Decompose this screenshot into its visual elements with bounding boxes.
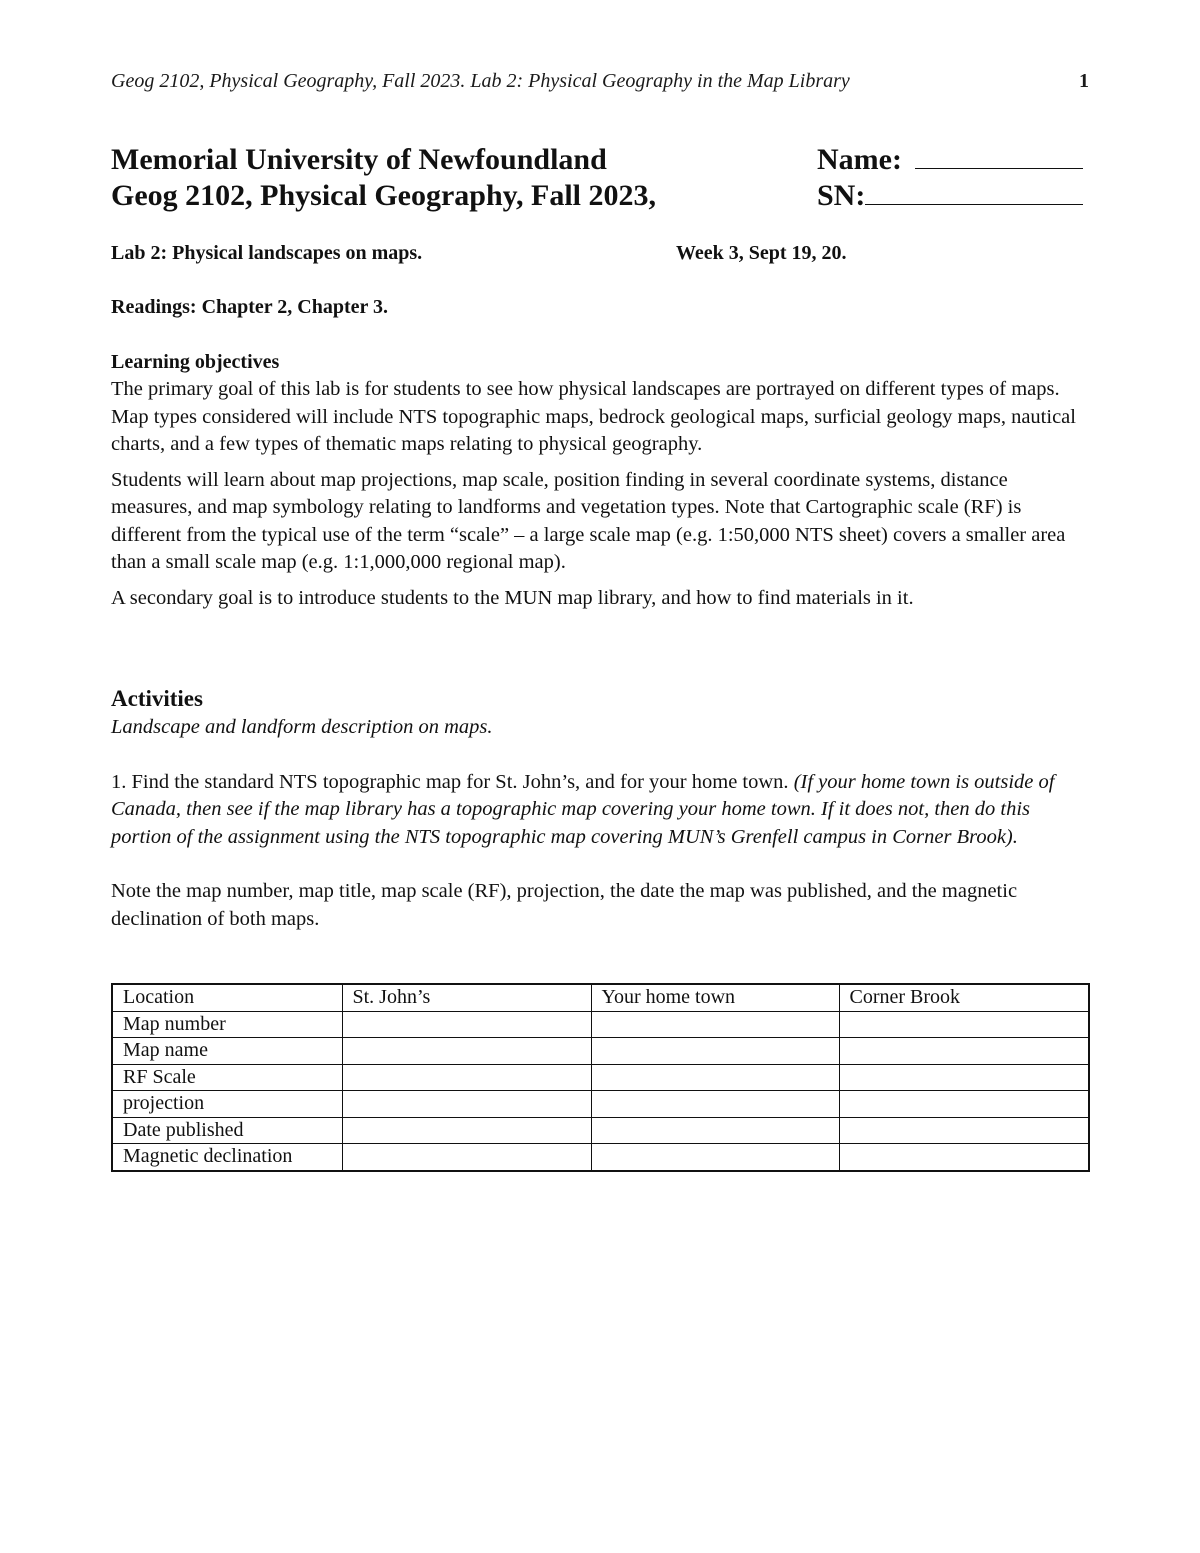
row-label: Date published bbox=[112, 1117, 342, 1144]
row-label: Map number bbox=[112, 1011, 342, 1038]
table-header-cell: Location bbox=[112, 984, 342, 1011]
table-cell[interactable] bbox=[591, 1011, 839, 1038]
table-header-cell: Your home town bbox=[591, 984, 839, 1011]
activity-item-1 bbox=[111, 769, 1086, 852]
name-label: Name: bbox=[817, 143, 902, 176]
lab-week: Week 3, Sept 19, 20. bbox=[676, 242, 847, 264]
table-row bbox=[112, 1011, 1089, 1038]
objectives-paragraph: The primary goal of this lab is for students to see how physical landscapes are portrayed on different types of maps. Map types considered will include NTS topographic maps, bedrock geological maps, surficial geology maps, nautical charts, and a few types of thematic maps relating to physical geography. bbox=[111, 378, 1076, 455]
running-header-title: Geog 2102, Physical Geography, Fall 2023. Lab 2: Physical Geography in the Map Library bbox=[111, 70, 850, 92]
map-info-table bbox=[111, 983, 1090, 1172]
title-block bbox=[111, 142, 1091, 214]
table-row bbox=[112, 1038, 1089, 1065]
table-cell[interactable] bbox=[342, 1117, 591, 1144]
activity-item-1-italic-note: (If your home town is outside of Canada, then see if the map library has a topographic map covering your home town. If it does not, then do this portion of the assignment using the NTS topographic map covering MUN’s Grenfell campus in Corner Brook). bbox=[111, 770, 1055, 848]
table-row bbox=[112, 1064, 1089, 1091]
table-row bbox=[112, 1091, 1089, 1118]
table-cell[interactable] bbox=[839, 1038, 1089, 1065]
table-row bbox=[112, 1117, 1089, 1144]
table-cell[interactable] bbox=[591, 1091, 839, 1118]
objectives-heading: Learning objectives bbox=[111, 351, 280, 373]
table-cell[interactable] bbox=[839, 1064, 1089, 1091]
table-cell[interactable] bbox=[591, 1117, 839, 1144]
name-blank-line[interactable] bbox=[915, 142, 1083, 169]
table-cell[interactable] bbox=[342, 1144, 591, 1171]
university-title: Memorial University of Newfoundland bbox=[111, 143, 607, 176]
row-label: Magnetic declination bbox=[112, 1144, 342, 1171]
table-header-row bbox=[112, 984, 1089, 1011]
row-label: Map name bbox=[112, 1038, 342, 1065]
activity-item-1-text: 1. Find the standard NTS topographic map for St. John’s, and for your home town. bbox=[111, 770, 794, 793]
page-number: 1 bbox=[1079, 70, 1089, 92]
table-cell[interactable] bbox=[839, 1011, 1089, 1038]
lab-info-row bbox=[111, 242, 1091, 265]
table-cell[interactable] bbox=[342, 1038, 591, 1065]
objectives-paragraph: Students will learn about map projections, map scale, position finding in several coordinate systems, distance measures, and map symbology relating to landforms and vegetation types. Note that Cartographic scale (RF) is different from the typical use of the term “scale” – a large scale map (e.g. 1:50,000 NTS sheet) covers a smaller area than a small scale map (e.g. 1:1,000,000 regional map). bbox=[111, 468, 1066, 573]
table-header-cell: Corner Brook bbox=[839, 984, 1089, 1011]
readings: Readings: Chapter 2, Chapter 3. bbox=[111, 296, 389, 318]
activities-heading: Activities bbox=[111, 686, 203, 711]
running-header bbox=[111, 70, 1091, 93]
table-header-cell: St. John’s bbox=[342, 984, 591, 1011]
row-label: projection bbox=[112, 1091, 342, 1118]
table-cell[interactable] bbox=[342, 1011, 591, 1038]
activities-section bbox=[111, 684, 1086, 960]
table-cell[interactable] bbox=[839, 1091, 1089, 1118]
row-label: RF Scale bbox=[112, 1064, 342, 1091]
activities-subheading: Landscape and landform description on maps. bbox=[111, 716, 493, 738]
table-row bbox=[112, 1144, 1089, 1171]
learning-objectives-section bbox=[111, 349, 1086, 620]
sn-label: SN: bbox=[817, 179, 866, 212]
table-cell[interactable] bbox=[839, 1144, 1089, 1171]
table-cell[interactable] bbox=[342, 1091, 591, 1118]
objectives-paragraph: A secondary goal is to introduce students to the MUN map library, and how to find materials in it. bbox=[111, 586, 914, 609]
lab-title: Lab 2: Physical landscapes on maps. bbox=[111, 242, 423, 264]
table-cell[interactable] bbox=[591, 1064, 839, 1091]
sn-blank-line[interactable] bbox=[865, 178, 1083, 205]
activity-note: Note the map number, map title, map scale (RF), projection, the date the map was published, and the magnetic declination of both maps. bbox=[111, 880, 1018, 930]
table-cell[interactable] bbox=[591, 1038, 839, 1065]
course-title: Geog 2102, Physical Geography, Fall 2023, bbox=[111, 179, 656, 212]
table-cell[interactable] bbox=[591, 1144, 839, 1171]
table-cell[interactable] bbox=[342, 1064, 591, 1091]
table-cell[interactable] bbox=[839, 1117, 1089, 1144]
